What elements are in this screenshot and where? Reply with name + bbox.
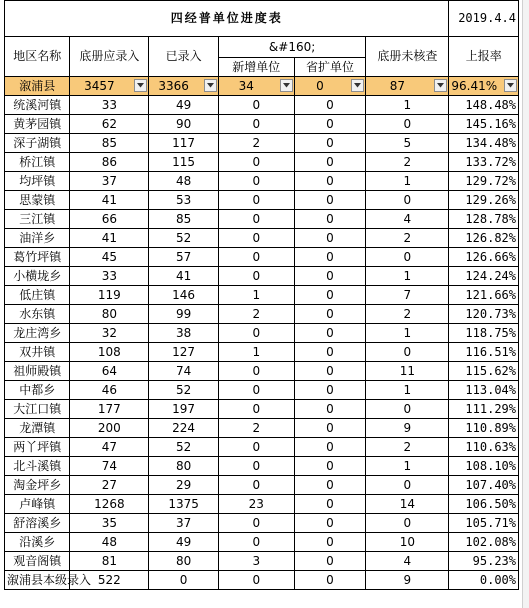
new-units-cell[interactable]: 0 — [218, 533, 294, 552]
unverified-cell[interactable]: 2 — [366, 438, 449, 457]
rate-cell[interactable]: 126.82% — [449, 229, 519, 248]
base-cell[interactable]: 48 — [70, 533, 149, 552]
province-units-cell[interactable]: 0 — [294, 457, 366, 476]
new-units-cell[interactable]: 0 — [218, 324, 294, 343]
total-entered-cell — [149, 77, 219, 96]
table-row — [5, 134, 519, 153]
region-cell[interactable]: 龙庄湾乡 — [5, 324, 70, 343]
province-units-cell[interactable]: 0 — [294, 305, 366, 324]
table-row — [5, 400, 519, 419]
filter-dropdown-icon[interactable] — [204, 79, 217, 92]
new-units-cell[interactable]: 23 — [218, 495, 294, 514]
unverified-cell[interactable]: 14 — [366, 495, 449, 514]
new-units-cell[interactable]: 1 — [218, 286, 294, 305]
rate-cell[interactable]: 124.24% — [449, 267, 519, 286]
unverified-cell[interactable]: 2 — [366, 229, 449, 248]
table-row — [5, 381, 519, 400]
total-new: 34 — [238, 78, 254, 93]
unverified-cell[interactable]: 2 — [366, 305, 449, 324]
region-cell[interactable]: 沿溪乡 — [5, 533, 70, 552]
region-cell[interactable]: 龙潭镇 — [5, 419, 70, 438]
rate-cell[interactable]: 120.73% — [449, 305, 519, 324]
base-cell[interactable]: 37 — [70, 172, 149, 191]
entered-cell[interactable]: 52 — [149, 438, 219, 457]
total-unverified: 87 — [389, 78, 405, 93]
base-cell[interactable]: 32 — [70, 324, 149, 343]
new-units-cell[interactable]: 0 — [218, 514, 294, 533]
unverified-cell[interactable]: 1 — [366, 96, 449, 115]
province-units-cell[interactable]: 0 — [294, 115, 366, 134]
region-cell[interactable]: 淘金坪乡 — [5, 476, 70, 495]
progress-table — [4, 0, 519, 590]
base-cell[interactable]: 64 — [70, 362, 149, 381]
base-cell[interactable]: 80 — [70, 305, 149, 324]
unverified-cell[interactable]: 11 — [366, 362, 449, 381]
table-body — [5, 96, 519, 590]
entered-cell[interactable]: 49 — [149, 96, 219, 115]
rate-cell[interactable]: 110.63% — [449, 438, 519, 457]
table-row — [5, 115, 519, 134]
entered-cell[interactable]: 85 — [149, 210, 219, 229]
entered-cell[interactable]: 53 — [149, 191, 219, 210]
total-new-cell — [218, 77, 294, 96]
header-province-units: 省扩单位 — [294, 58, 366, 77]
report-date: 2019.4.4 — [449, 1, 519, 37]
region-cell[interactable]: 葛竹坪镇 — [5, 248, 70, 267]
table-row — [5, 438, 519, 457]
region-cell[interactable]: 水东镇 — [5, 305, 70, 324]
rate-cell[interactable]: 148.48% — [449, 96, 519, 115]
unverified-cell[interactable]: 5 — [366, 134, 449, 153]
table-row — [5, 286, 519, 305]
total-row — [5, 77, 519, 96]
unverified-cell[interactable]: 10 — [366, 533, 449, 552]
province-units-cell[interactable]: 0 — [294, 571, 366, 590]
province-units-cell[interactable]: 0 — [294, 533, 366, 552]
total-base-cell — [70, 77, 149, 96]
unverified-cell[interactable]: 1 — [366, 267, 449, 286]
new-units-cell[interactable]: 0 — [218, 476, 294, 495]
new-units-cell[interactable]: 0 — [218, 210, 294, 229]
region-cell[interactable]: 舒溶溪乡 — [5, 514, 70, 533]
entered-cell[interactable]: 99 — [149, 305, 219, 324]
rate-cell[interactable]: 102.08% — [449, 533, 519, 552]
region-cell[interactable]: 黄茅园镇 — [5, 115, 70, 134]
entered-cell[interactable]: 197 — [149, 400, 219, 419]
region-cell[interactable]: 祖师殿镇 — [5, 362, 70, 381]
header-group: &#160; — [218, 37, 365, 58]
table-row — [5, 191, 519, 210]
base-cell[interactable]: 1268 — [70, 495, 149, 514]
header-rate: 上报率 — [449, 37, 519, 77]
region-cell[interactable]: 两丫坪镇 — [5, 438, 70, 457]
base-cell[interactable]: 177 — [70, 400, 149, 419]
region-cell[interactable]: 均坪镇 — [5, 172, 70, 191]
new-units-cell[interactable]: 0 — [218, 153, 294, 172]
total-region-cell — [5, 77, 70, 96]
new-units-cell[interactable]: 0 — [218, 191, 294, 210]
table-row — [5, 533, 519, 552]
region-cell[interactable]: 观音阁镇 — [5, 552, 70, 571]
region-cell[interactable]: 三江镇 — [5, 210, 70, 229]
base-cell[interactable]: 45 — [70, 248, 149, 267]
table-row — [5, 343, 519, 362]
rate-cell[interactable]: 107.40% — [449, 476, 519, 495]
table-row — [5, 476, 519, 495]
unverified-cell[interactable]: 7 — [366, 286, 449, 305]
province-units-cell[interactable]: 0 — [294, 267, 366, 286]
unverified-cell[interactable]: 0 — [366, 248, 449, 267]
region-cell[interactable]: 中都乡 — [5, 381, 70, 400]
rate-cell[interactable]: 111.29% — [449, 400, 519, 419]
base-cell[interactable]: 27 — [70, 476, 149, 495]
entered-cell[interactable]: 38 — [149, 324, 219, 343]
entered-cell[interactable]: 0 — [149, 571, 219, 590]
entered-cell[interactable]: 49 — [149, 533, 219, 552]
header-new-units: 新增单位 — [218, 58, 294, 77]
unverified-cell[interactable]: 0 — [366, 400, 449, 419]
total-province: 0 — [316, 78, 324, 93]
unverified-cell[interactable]: 9 — [366, 571, 449, 590]
unverified-cell[interactable]: 0 — [366, 343, 449, 362]
province-units-cell[interactable]: 0 — [294, 381, 366, 400]
entered-cell[interactable]: 115 — [149, 153, 219, 172]
base-cell[interactable]: 33 — [70, 267, 149, 286]
new-units-cell[interactable]: 0 — [218, 381, 294, 400]
total-rate: 96.41% — [451, 78, 498, 93]
new-units-cell[interactable]: 0 — [218, 248, 294, 267]
table-row — [5, 514, 519, 533]
new-units-cell[interactable]: 2 — [218, 305, 294, 324]
province-units-cell[interactable]: 0 — [294, 229, 366, 248]
region-cell[interactable]: 双井镇 — [5, 343, 70, 362]
rate-cell[interactable]: 110.89% — [449, 419, 519, 438]
province-units-cell[interactable]: 0 — [294, 324, 366, 343]
unverified-cell[interactable]: 1 — [366, 457, 449, 476]
entered-cell[interactable]: 29 — [149, 476, 219, 495]
rate-cell[interactable]: 108.10% — [449, 457, 519, 476]
filter-dropdown-icon[interactable] — [134, 79, 147, 92]
vertical-scrollbar[interactable] — [522, 0, 529, 608]
base-cell[interactable]: 41 — [70, 229, 149, 248]
total-province-cell — [294, 77, 366, 96]
filter-dropdown-icon[interactable] — [434, 79, 447, 92]
unverified-cell[interactable]: 0 — [366, 191, 449, 210]
region-cell[interactable]: 北斗溪镇 — [5, 457, 70, 476]
total-entered: 3366 — [158, 78, 189, 93]
new-units-cell[interactable]: 0 — [218, 96, 294, 115]
filter-dropdown-icon[interactable] — [280, 79, 293, 92]
base-cell[interactable]: 62 — [70, 115, 149, 134]
region-cell[interactable]: 桥江镇 — [5, 153, 70, 172]
filter-dropdown-icon[interactable] — [351, 79, 364, 92]
rate-cell[interactable]: 128.78% — [449, 210, 519, 229]
entered-cell[interactable]: 80 — [149, 457, 219, 476]
table-row — [5, 267, 519, 286]
unverified-cell[interactable]: 0 — [366, 476, 449, 495]
base-cell[interactable]: 81 — [70, 552, 149, 571]
province-units-cell[interactable]: 0 — [294, 514, 366, 533]
new-units-cell[interactable]: 0 — [218, 229, 294, 248]
table-row — [5, 153, 519, 172]
unverified-cell[interactable]: 4 — [366, 552, 449, 571]
unverified-cell[interactable]: 0 — [366, 115, 449, 134]
sheet-title: 四经普单位进度表 — [5, 1, 449, 37]
entered-cell[interactable]: 41 — [149, 267, 219, 286]
rate-cell[interactable]: 105.71% — [449, 514, 519, 533]
rate-cell[interactable]: 126.66% — [449, 248, 519, 267]
table-row — [5, 457, 519, 476]
base-cell[interactable]: 522 — [70, 571, 149, 590]
province-units-cell[interactable]: 0 — [294, 210, 366, 229]
table-row — [5, 419, 519, 438]
province-units-cell[interactable]: 0 — [294, 286, 366, 305]
region-cell[interactable]: 卢峰镇 — [5, 495, 70, 514]
unverified-cell[interactable]: 4 — [366, 210, 449, 229]
entered-cell[interactable]: 48 — [149, 172, 219, 191]
entered-cell[interactable]: 146 — [149, 286, 219, 305]
unverified-cell[interactable]: 1 — [366, 381, 449, 400]
entered-cell[interactable]: 52 — [149, 381, 219, 400]
table-row — [5, 552, 519, 571]
header-entered: 已录入 — [149, 37, 219, 77]
base-cell[interactable]: 85 — [70, 134, 149, 153]
entered-cell[interactable]: 90 — [149, 115, 219, 134]
unverified-cell[interactable]: 2 — [366, 153, 449, 172]
region-cell[interactable]: 统溪河镇 — [5, 96, 70, 115]
total-base: 3457 — [84, 78, 115, 93]
base-cell[interactable]: 200 — [70, 419, 149, 438]
new-units-cell[interactable]: 0 — [218, 571, 294, 590]
unverified-cell[interactable]: 1 — [366, 172, 449, 191]
entered-cell[interactable]: 52 — [149, 229, 219, 248]
entered-cell[interactable]: 37 — [149, 514, 219, 533]
province-units-cell[interactable]: 0 — [294, 476, 366, 495]
table-row — [5, 571, 519, 590]
table-row — [5, 172, 519, 191]
new-units-cell[interactable]: 0 — [218, 457, 294, 476]
entered-cell[interactable]: 127 — [149, 343, 219, 362]
new-units-cell[interactable]: 0 — [218, 172, 294, 191]
unverified-cell[interactable]: 1 — [366, 324, 449, 343]
table-row — [5, 495, 519, 514]
province-units-cell[interactable]: 0 — [294, 134, 366, 153]
table-row — [5, 229, 519, 248]
new-units-cell[interactable]: 0 — [218, 362, 294, 381]
base-cell[interactable]: 66 — [70, 210, 149, 229]
entered-cell[interactable]: 74 — [149, 362, 219, 381]
province-units-cell[interactable]: 0 — [294, 438, 366, 457]
new-units-cell[interactable]: 2 — [218, 419, 294, 438]
new-units-cell[interactable]: 0 — [218, 115, 294, 134]
province-units-cell[interactable]: 0 — [294, 248, 366, 267]
new-units-cell[interactable]: 1 — [218, 343, 294, 362]
province-units-cell[interactable]: 0 — [294, 362, 366, 381]
rate-cell[interactable]: 129.72% — [449, 172, 519, 191]
base-cell[interactable]: 47 — [70, 438, 149, 457]
entered-cell[interactable]: 80 — [149, 552, 219, 571]
table-row — [5, 96, 519, 115]
total-region: 溆浦县 — [19, 78, 56, 93]
base-cell[interactable]: 86 — [70, 153, 149, 172]
unverified-cell[interactable]: 0 — [366, 514, 449, 533]
unverified-cell[interactable]: 9 — [366, 419, 449, 438]
base-cell[interactable]: 74 — [70, 457, 149, 476]
region-cell[interactable]: 溆浦县本级录入 — [5, 571, 70, 590]
table-row — [5, 305, 519, 324]
rate-cell[interactable]: 129.26% — [449, 191, 519, 210]
province-units-cell[interactable]: 0 — [294, 96, 366, 115]
header-region: 地区名称 — [5, 37, 70, 77]
province-units-cell[interactable]: 0 — [294, 552, 366, 571]
total-rate-cell — [449, 77, 519, 96]
entered-cell[interactable]: 117 — [149, 134, 219, 153]
header-unverified: 底册未核查 — [366, 37, 449, 77]
table-row — [5, 324, 519, 343]
table-row — [5, 210, 519, 229]
rate-cell[interactable]: 0.00% — [449, 571, 519, 590]
region-cell[interactable]: 深子湖镇 — [5, 134, 70, 153]
table-row — [5, 362, 519, 381]
base-cell[interactable]: 33 — [70, 96, 149, 115]
rate-cell[interactable]: 106.50% — [449, 495, 519, 514]
new-units-cell[interactable]: 0 — [218, 438, 294, 457]
region-cell[interactable]: 思蒙镇 — [5, 191, 70, 210]
filter-dropdown-icon[interactable] — [504, 79, 517, 92]
total-unverified-cell — [366, 77, 449, 96]
province-units-cell[interactable]: 0 — [294, 191, 366, 210]
province-units-cell[interactable]: 0 — [294, 153, 366, 172]
entered-cell[interactable]: 1375 — [149, 495, 219, 514]
rate-cell[interactable]: 95.23% — [449, 552, 519, 571]
new-units-cell[interactable]: 2 — [218, 134, 294, 153]
entered-cell[interactable]: 224 — [149, 419, 219, 438]
entered-cell[interactable]: 57 — [149, 248, 219, 267]
rate-cell[interactable]: 115.62% — [449, 362, 519, 381]
table-row — [5, 248, 519, 267]
region-cell[interactable]: 低庄镇 — [5, 286, 70, 305]
new-units-cell[interactable]: 0 — [218, 267, 294, 286]
new-units-cell[interactable]: 3 — [218, 552, 294, 571]
base-cell[interactable]: 119 — [70, 286, 149, 305]
rate-cell[interactable]: 145.16% — [449, 115, 519, 134]
province-units-cell[interactable]: 0 — [294, 419, 366, 438]
rate-cell[interactable]: 118.75% — [449, 324, 519, 343]
base-cell[interactable]: 46 — [70, 381, 149, 400]
rate-cell[interactable]: 113.04% — [449, 381, 519, 400]
region-cell[interactable]: 油洋乡 — [5, 229, 70, 248]
header-base-should: 底册应录入 — [70, 37, 149, 77]
rate-cell[interactable]: 116.51% — [449, 343, 519, 362]
rate-cell[interactable]: 133.72% — [449, 153, 519, 172]
province-units-cell[interactable]: 0 — [294, 343, 366, 362]
rate-cell[interactable]: 134.48% — [449, 134, 519, 153]
province-units-cell[interactable]: 0 — [294, 495, 366, 514]
rate-cell[interactable]: 121.66% — [449, 286, 519, 305]
region-cell[interactable]: 大江口镇 — [5, 400, 70, 419]
base-cell[interactable]: 41 — [70, 191, 149, 210]
province-units-cell[interactable]: 0 — [294, 172, 366, 191]
province-units-cell[interactable]: 0 — [294, 400, 366, 419]
new-units-cell[interactable]: 0 — [218, 400, 294, 419]
region-cell[interactable]: 小横垅乡 — [5, 267, 70, 286]
base-cell[interactable]: 108 — [70, 343, 149, 362]
base-cell[interactable]: 35 — [70, 514, 149, 533]
